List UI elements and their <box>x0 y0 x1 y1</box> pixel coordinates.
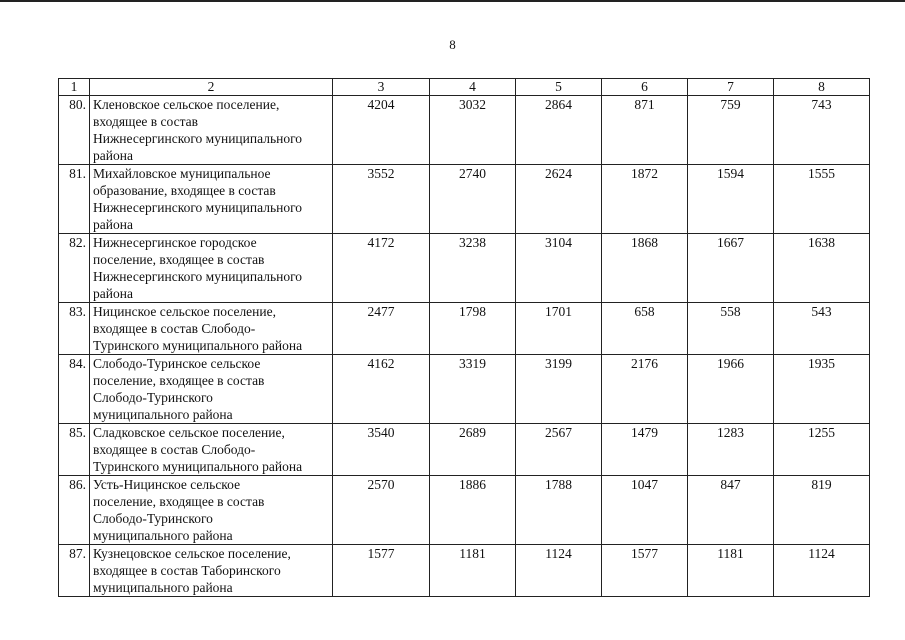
municipality-name-line: входящее в состав Слободо- <box>93 321 256 336</box>
data-table <box>58 78 870 597</box>
value-cell-col-3: 3552 <box>333 165 430 234</box>
municipality-name-line: Слободо-Туринское сельское <box>93 356 261 371</box>
municipality-name-line: муниципального района <box>93 528 233 543</box>
value-cell-col-7: 1594 <box>688 165 774 234</box>
row-number-cell: 86. <box>59 476 90 545</box>
municipality-name-line: Нижнесергинское городское <box>93 235 257 250</box>
table-row <box>59 476 870 545</box>
municipality-name-line: поселение, входящее в состав <box>93 252 265 267</box>
value-cell-col-7: 1181 <box>688 545 774 597</box>
value-cell-col-6: 1872 <box>602 165 688 234</box>
municipality-name-cell <box>90 424 333 476</box>
municipality-name-line: поселение, входящее в состав <box>93 494 265 509</box>
value-cell-col-8: 819 <box>774 476 870 545</box>
header-cell: 8 <box>774 79 870 96</box>
municipality-name-cell <box>90 96 333 165</box>
value-cell-col-7: 1283 <box>688 424 774 476</box>
value-cell-col-4: 2689 <box>430 424 516 476</box>
municipality-name-line: района <box>93 148 133 163</box>
municipality-name-cell <box>90 355 333 424</box>
row-number-cell: 82. <box>59 234 90 303</box>
municipality-name-line: Нижнесергинского муниципального <box>93 131 303 146</box>
value-cell-col-7: 1966 <box>688 355 774 424</box>
table-row <box>59 545 870 597</box>
value-cell-col-7: 759 <box>688 96 774 165</box>
value-cell-col-5: 1701 <box>516 303 602 355</box>
table-header-row <box>59 79 870 96</box>
value-cell-col-4: 3032 <box>430 96 516 165</box>
municipality-name-cell <box>90 545 333 597</box>
value-cell-col-3: 4204 <box>333 96 430 165</box>
value-cell-col-5: 3104 <box>516 234 602 303</box>
value-cell-col-6: 2176 <box>602 355 688 424</box>
value-cell-col-8: 1124 <box>774 545 870 597</box>
municipality-name-line: поселение, входящее в состав <box>93 373 265 388</box>
value-cell-col-8: 1555 <box>774 165 870 234</box>
header-cell: 4 <box>430 79 516 96</box>
municipality-name-line: Михайловское муниципальное <box>93 166 271 181</box>
municipality-name-line: Туринского муниципального района <box>93 338 303 353</box>
value-cell-col-6: 658 <box>602 303 688 355</box>
table-row <box>59 424 870 476</box>
municipality-name-line: Кузнецовское сельское поселение, <box>93 546 291 561</box>
value-cell-col-4: 3238 <box>430 234 516 303</box>
value-cell-col-6: 1868 <box>602 234 688 303</box>
row-number-cell: 83. <box>59 303 90 355</box>
row-number-cell: 85. <box>59 424 90 476</box>
municipality-name-line: входящее в состав <box>93 114 199 129</box>
municipality-name-line: входящее в состав Таборинского <box>93 563 281 578</box>
municipality-name-line: Слободо-Туринского <box>93 511 213 526</box>
value-cell-col-6: 1577 <box>602 545 688 597</box>
page-number: 8 <box>449 37 456 52</box>
value-cell-col-5: 1788 <box>516 476 602 545</box>
municipality-name-line: Ницинское сельское поселение, <box>93 304 276 319</box>
header-cell: 6 <box>602 79 688 96</box>
municipality-name-line: Кленовское сельское поселение, <box>93 97 280 112</box>
municipality-name-line: Сладковское сельское поселение, <box>93 425 285 440</box>
value-cell-col-4: 1886 <box>430 476 516 545</box>
value-cell-col-6: 1047 <box>602 476 688 545</box>
municipality-name-cell <box>90 303 333 355</box>
value-cell-col-3: 2570 <box>333 476 430 545</box>
municipality-name-line: района <box>93 286 133 301</box>
value-cell-col-3: 4172 <box>333 234 430 303</box>
municipality-name-cell <box>90 476 333 545</box>
value-cell-col-8: 1255 <box>774 424 870 476</box>
row-number-cell: 84. <box>59 355 90 424</box>
municipality-name-line: Туринского муниципального района <box>93 459 303 474</box>
municipality-name-line: района <box>93 217 133 232</box>
municipality-name-line: муниципального района <box>93 407 233 422</box>
value-cell-col-8: 1638 <box>774 234 870 303</box>
value-cell-col-6: 1479 <box>602 424 688 476</box>
value-cell-col-5: 3199 <box>516 355 602 424</box>
value-cell-col-5: 2864 <box>516 96 602 165</box>
value-cell-col-4: 3319 <box>430 355 516 424</box>
municipality-name-line: Слободо-Туринского <box>93 390 213 405</box>
municipality-name-line: Усть-Ницинское сельское <box>93 477 241 492</box>
header-cell: 1 <box>59 79 90 96</box>
table-row <box>59 165 870 234</box>
municipality-name-line: входящее в состав Слободо- <box>93 442 256 457</box>
value-cell-col-4: 2740 <box>430 165 516 234</box>
table-row <box>59 355 870 424</box>
row-number-cell: 80. <box>59 96 90 165</box>
value-cell-col-5: 2567 <box>516 424 602 476</box>
header-cell: 2 <box>90 79 333 96</box>
value-cell-col-8: 1935 <box>774 355 870 424</box>
row-number-cell: 87. <box>59 545 90 597</box>
value-cell-col-6: 871 <box>602 96 688 165</box>
municipality-name-line: Нижнесергинского муниципального <box>93 269 303 284</box>
header-cell: 5 <box>516 79 602 96</box>
header-cell: 7 <box>688 79 774 96</box>
municipality-name-line: образование, входящее в состав <box>93 183 276 198</box>
value-cell-col-5: 1124 <box>516 545 602 597</box>
municipality-name-line: Нижнесергинского муниципального <box>93 200 303 215</box>
municipality-name-line: муниципального района <box>93 580 233 595</box>
table-body <box>59 96 870 597</box>
value-cell-col-8: 543 <box>774 303 870 355</box>
value-cell-col-7: 558 <box>688 303 774 355</box>
row-number-cell: 81. <box>59 165 90 234</box>
table-row <box>59 303 870 355</box>
value-cell-col-3: 1577 <box>333 545 430 597</box>
value-cell-col-4: 1798 <box>430 303 516 355</box>
top-border-rule <box>0 0 905 2</box>
value-cell-col-3: 2477 <box>333 303 430 355</box>
value-cell-col-5: 2624 <box>516 165 602 234</box>
value-cell-col-7: 847 <box>688 476 774 545</box>
municipality-name-cell <box>90 165 333 234</box>
header-cell: 3 <box>333 79 430 96</box>
table-row <box>59 96 870 165</box>
value-cell-col-3: 4162 <box>333 355 430 424</box>
value-cell-col-4: 1181 <box>430 545 516 597</box>
value-cell-col-8: 743 <box>774 96 870 165</box>
municipality-name-cell <box>90 234 333 303</box>
value-cell-col-7: 1667 <box>688 234 774 303</box>
table-row <box>59 234 870 303</box>
value-cell-col-3: 3540 <box>333 424 430 476</box>
